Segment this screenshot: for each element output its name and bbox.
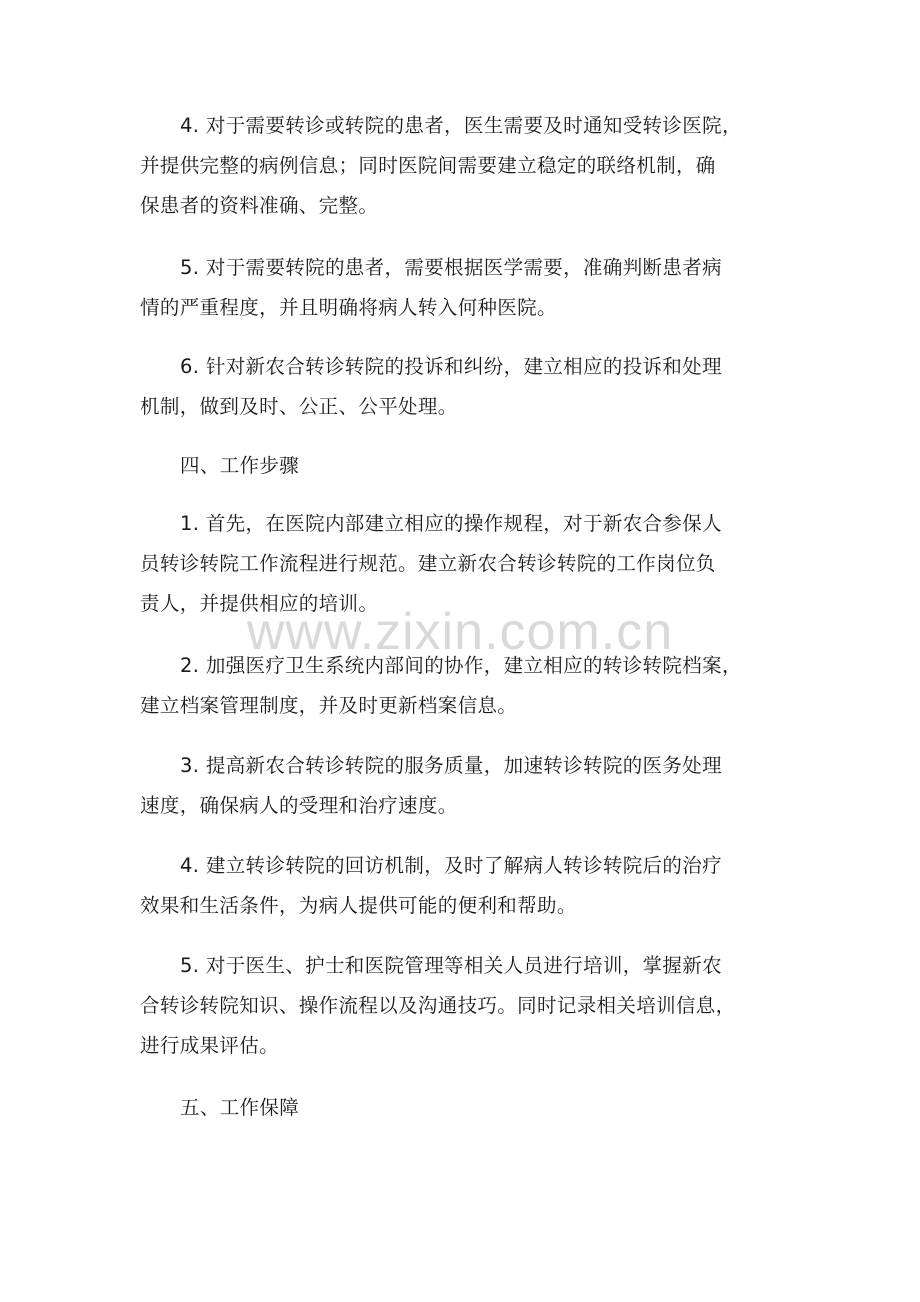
paragraph-line: 2. 加强医疗卫生系统内部间的协作，建立相应的转诊转院档案， [180, 654, 742, 677]
paragraph-line: 合转诊转院知识、操作流程以及沟通技巧。同时记录相关培训信息， [140, 994, 736, 1017]
watermark: www.zixin.com.cn [246, 603, 674, 661]
paragraph-line: 5. 对于医生、护士和医院管理等相关人员进行培训，掌握新农 [180, 954, 722, 977]
paragraph [140, 257, 800, 337]
paragraph-line: 5. 对于需要转院的患者，需要根据医学需要，准确判断患者病 [180, 256, 722, 279]
paragraph [140, 755, 800, 835]
paragraph-line: 速度，确保病人的受理和治疗速度。 [140, 794, 458, 817]
paragraph-line: 并提供完整的病例信息；同时医院间需要建立稳定的联络机制，确 [140, 154, 716, 177]
paragraph [140, 955, 800, 1075]
paragraph-line: 责人，并提供相应的培训。 [140, 592, 379, 615]
paragraph-line: 机制，做到及时、公正、公平处理。 [140, 395, 458, 418]
paragraph [140, 356, 800, 436]
paragraph-line: 员转诊转院工作流程进行规范。建立新农合转诊转院的工作岗位负 [140, 552, 716, 575]
paragraph [140, 115, 800, 235]
paragraph-line: 1. 首先，在医院内部建立相应的操作规程，对于新农合参保人 [180, 512, 722, 535]
paragraph [140, 655, 800, 735]
section-heading: 五、工作保障 [180, 1096, 300, 1119]
paragraph-line: 情的严重程度，并且明确将病人转入何种医院。 [140, 296, 557, 319]
paragraph [140, 855, 800, 935]
paragraph-line: 建立档案管理制度，并及时更新档案信息。 [140, 694, 518, 717]
paragraph-line: 保患者的资料准确、完整。 [140, 194, 379, 217]
paragraph-line: 6. 针对新农合转诊转院的投诉和纠纷，建立相应的投诉和处理 [180, 355, 722, 378]
paragraph-line: 效果和生活条件，为病人提供可能的便利和帮助。 [140, 894, 577, 917]
paragraph-line: 4. 建立转诊转院的回访机制，及时了解病人转诊转院后的治疗 [180, 854, 722, 877]
section-heading: 四、工作步骤 [180, 454, 300, 477]
paragraph [140, 513, 800, 633]
paragraph-line: 进行成果评估。 [140, 1034, 279, 1057]
paragraph-line: 3. 提高新农合转诊转院的服务质量，加速转诊转院的医务处理 [180, 754, 722, 777]
paragraph-line: 4. 对于需要转诊或转院的患者，医生需要及时通知受转诊医院， [180, 114, 742, 137]
